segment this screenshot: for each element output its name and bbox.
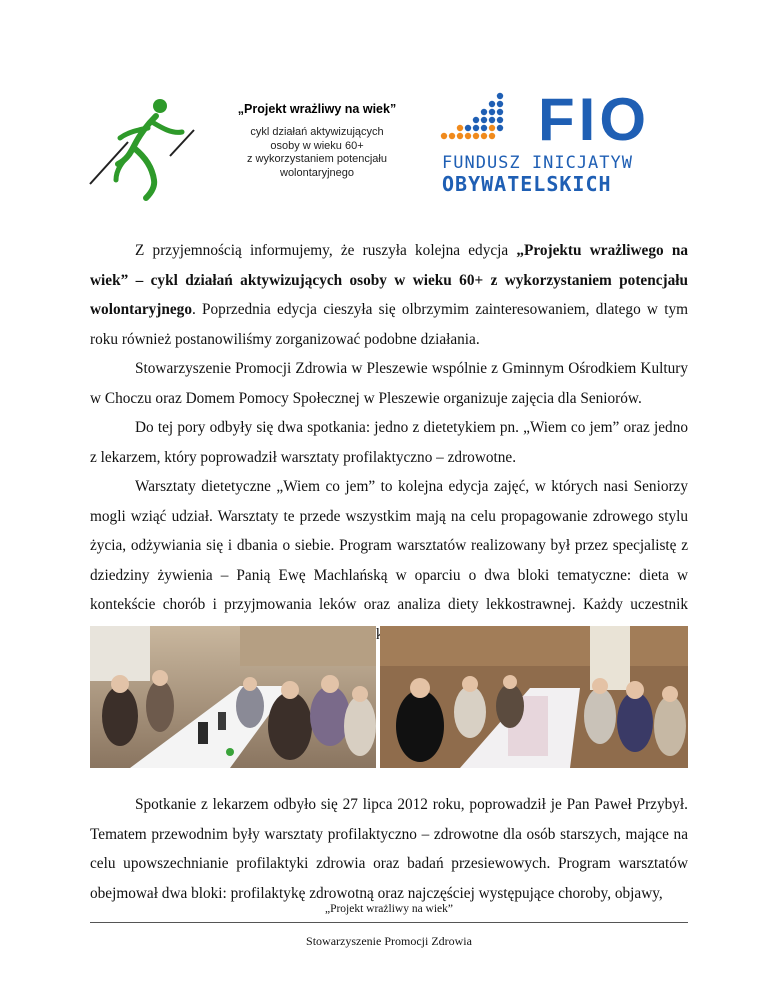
footer-organization: Stowarzyszenie Promocji Zdrowia <box>306 934 472 948</box>
workshop-photo-right <box>380 626 688 768</box>
description-line: z wykorzystaniem potencjału <box>246 153 387 165</box>
fio-subtitle-line-1: FUNDUSZ INICJATYW <box>442 153 633 173</box>
document-header <box>0 88 768 208</box>
project-name-bold: „Projektu wrażliwego na wiek” – cykl działań aktywizujących osoby w wieku 60+ z wykorzystaniem potencjału wolontaryjnego <box>90 242 688 318</box>
project-title-block <box>212 102 422 180</box>
paragraph-doctor-meeting: Spotkanie z lekarzem odbyło się 27 lipca 2012 roku, poprowadził je Pan Paweł Przybył. Tematem przewodnim były warsztaty profilaktyczno – zdrowotne dla osób starszych, mające na celu upowszechnianie profilaktyki zdrowia oraz badań przesiewowych. Program warsztatów obejmował dwa bloki: profilaktykę zdrowotną oraz najczęściej występujące choroby, objawy, <box>90 796 688 902</box>
runner-logo-icon <box>82 94 202 204</box>
paragraph-diet-workshop: Warsztaty dietetyczne „Wiem co jem” to kolejna edycja zajęć, w których nasi Seniorzy mogli wziąć udział. Warsztaty te przede wszystkim mają na celu propagowanie zdrowego stylu życia, odżywiania się i dbania o siebie. Program warsztatów realizowany był przez specjalistę z dziedziny żywienia – Panią Ewę Machlańską w oparciu o dwa bloki tematyczne: dieta w kontekście chorób i przyjmowania leków oraz analiza diety lekkostrawnej. Każdy uczestnik <box>90 478 688 613</box>
description-line: wolontaryjnego <box>280 166 354 179</box>
paragraph-organizers: Stowarzyszenie Promocji Zdrowia w Pleszewie wspólnie z Gminnym Ośrodkiem Kultury w Choczu oraz Domem Pomocy Społecznej w Pleszewie organizuje zajęcia dla Seniorów. <box>90 360 688 407</box>
paragraph-intro <box>90 236 688 354</box>
workshop-photo-left <box>90 626 376 768</box>
paragraph-meetings: Do tej pory odbyły się dwa spotkania: jedno z dietetykiem pn. „Wiem co jem” oraz jedno z lekarzem, który poprowadził warsztaty profilaktyczno – zdrowotne. <box>90 419 688 466</box>
fio-logo <box>440 88 670 196</box>
footer-divider <box>90 922 688 923</box>
fio-logo-text: FIO <box>538 88 650 153</box>
description-line: cykl działań aktywizujących <box>250 126 384 138</box>
intro-rest: . Poprzednia edycja cieszyła się olbrzymim zainteresowaniem, dlatego w tym roku również postanowiliśmy zorganizować podobne działania. <box>90 301 688 348</box>
workshop-photos <box>90 626 688 768</box>
fio-subtitle-line-2: OBYWATELSKICH <box>442 172 612 196</box>
intro-text: Z przyjemnością informujemy, że ruszyła kolejna edycja <box>135 242 517 259</box>
project-title: „Projekt wrażliwy na wiek” <box>237 102 397 116</box>
footer-project-name: „Projekt wrażliwy na wiek” <box>324 903 454 915</box>
description-line: osoby w wieku 60+ <box>270 139 364 152</box>
article-body-bottom <box>90 790 688 908</box>
article-body-top <box>90 236 688 649</box>
project-description <box>212 126 422 180</box>
